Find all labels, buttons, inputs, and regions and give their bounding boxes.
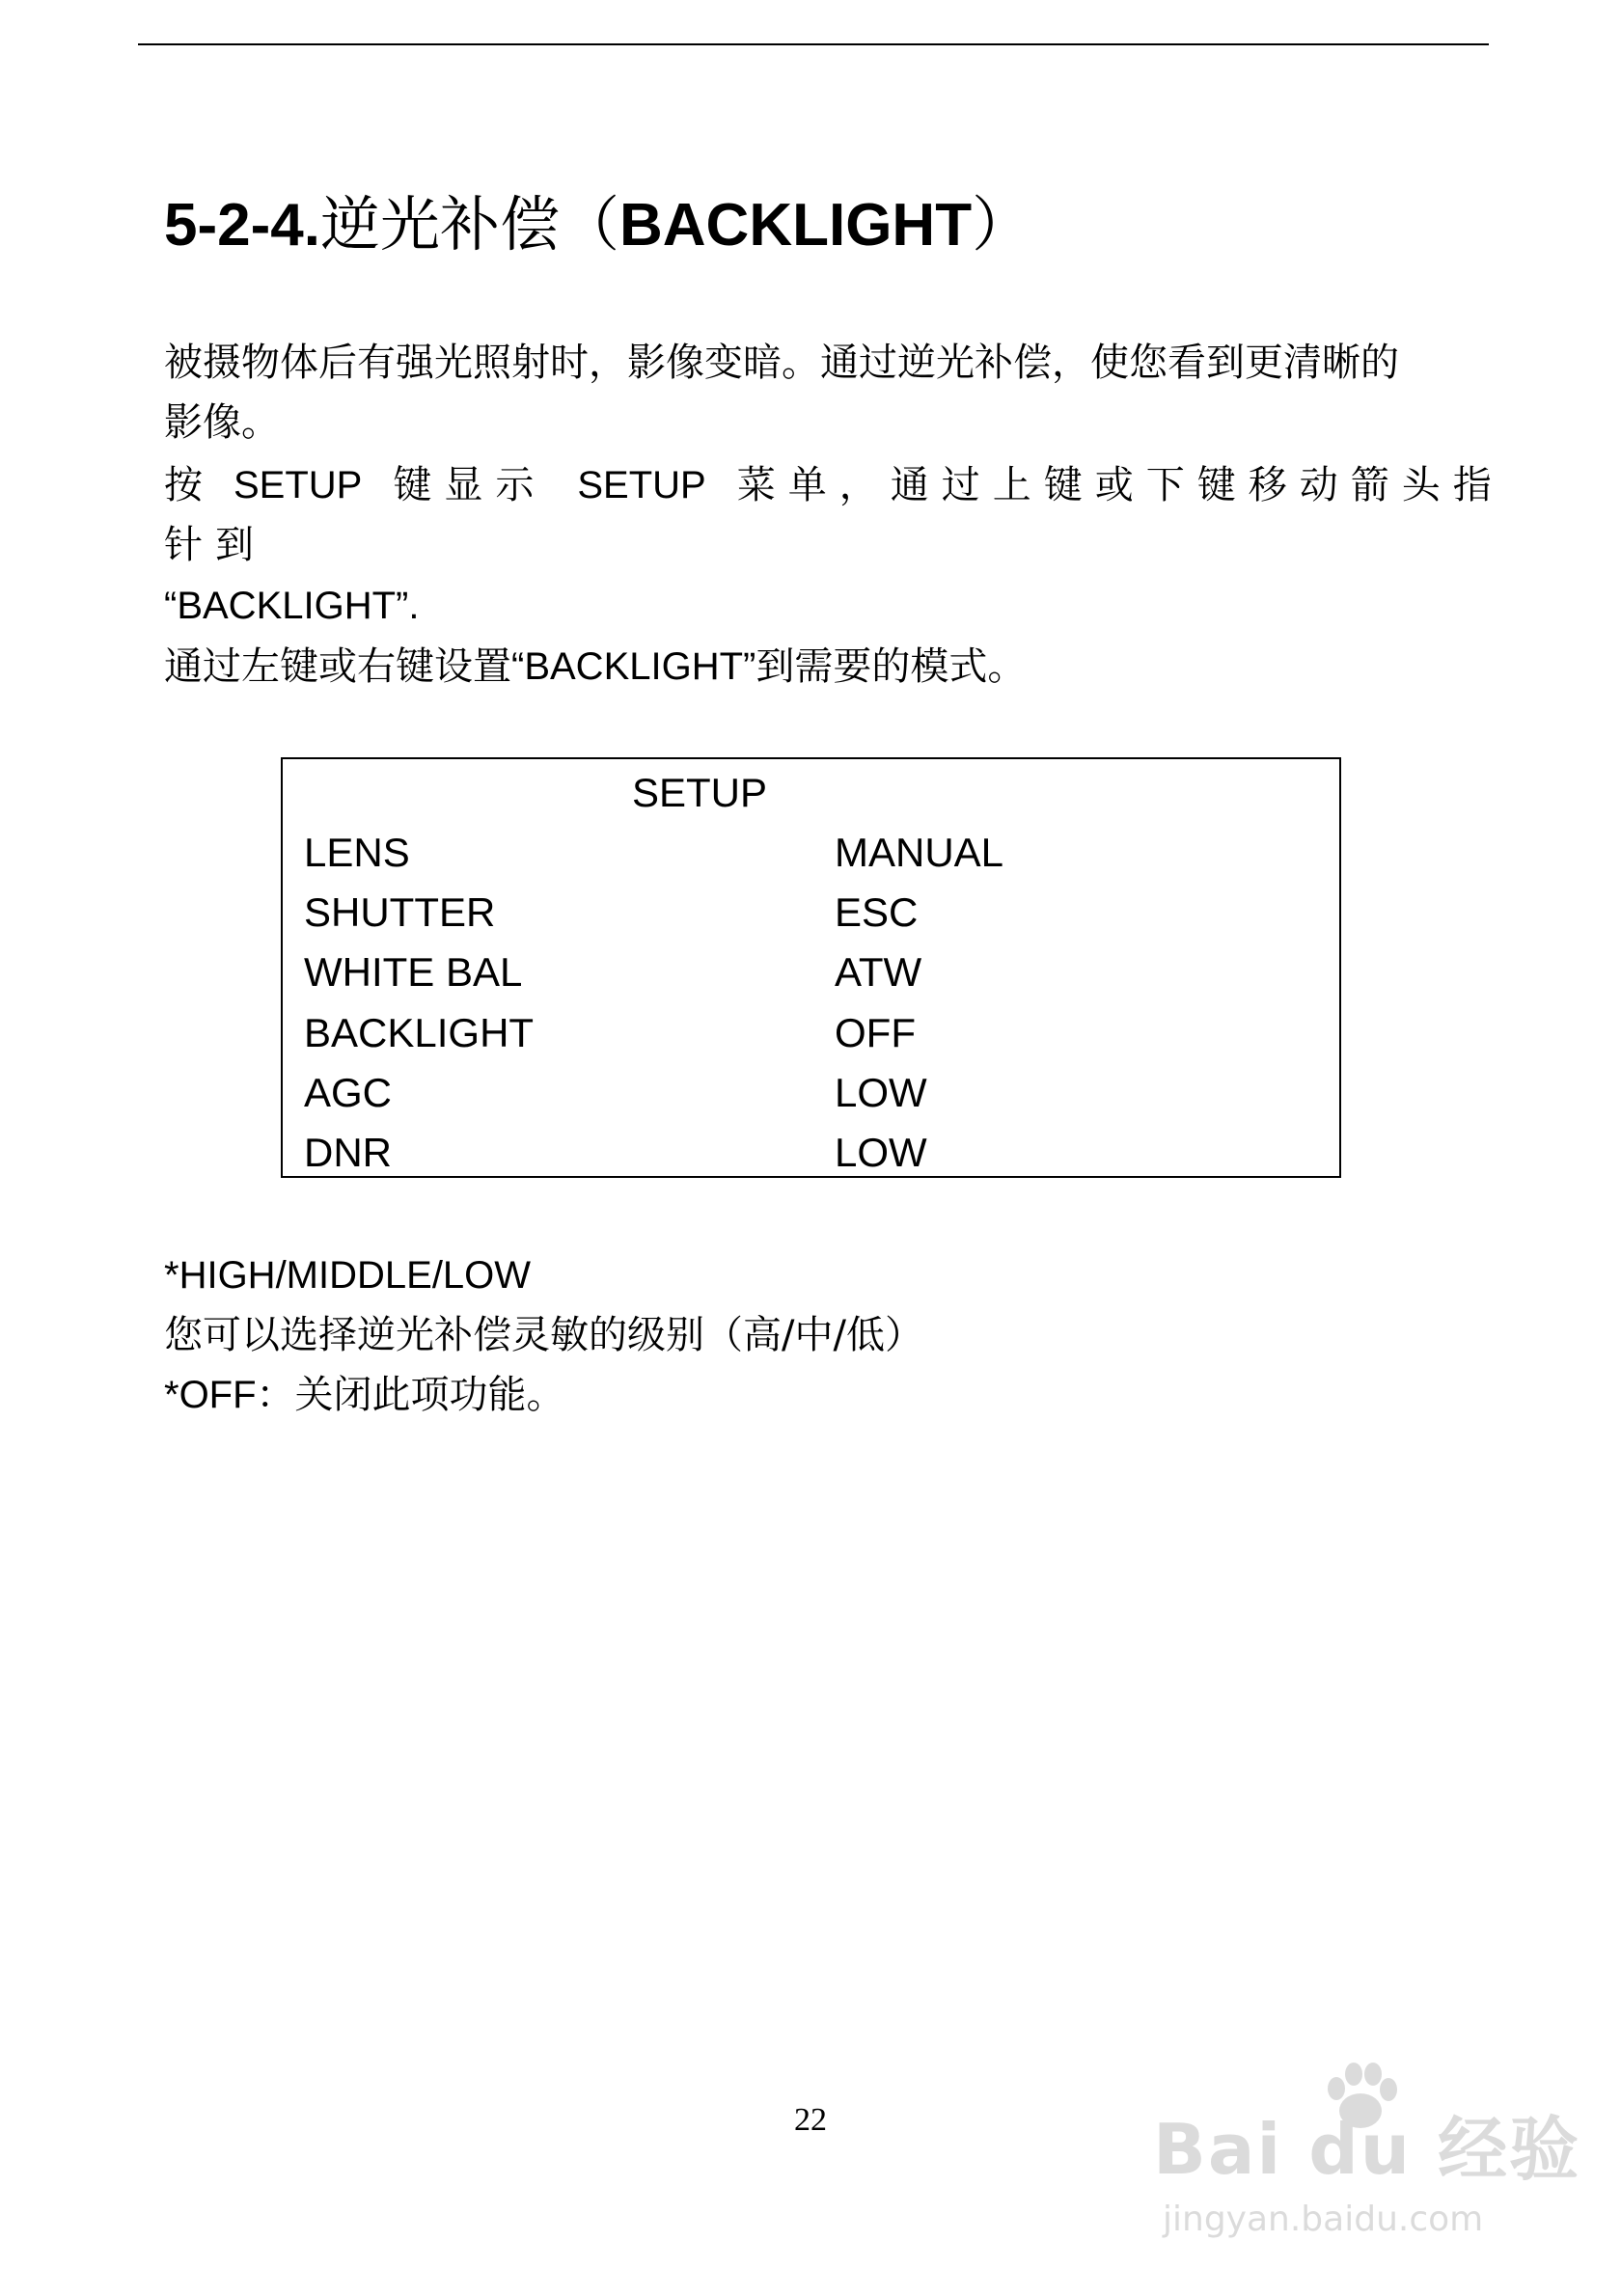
- title-paren-close: ）: [972, 189, 1032, 260]
- step1-move: 菜单，通过上键或下键移动箭头指: [736, 463, 1504, 507]
- step1-press: 按: [164, 463, 203, 507]
- setup-menu-box: [281, 757, 1341, 1178]
- menu-label: SHUTTER: [304, 889, 496, 935]
- menu-label: WHITE BAL: [304, 949, 523, 995]
- intro-line-2: 影像。: [164, 400, 280, 445]
- menu-label: DNR: [304, 1130, 392, 1175]
- menu-value: ATW: [835, 949, 922, 995]
- step1-show: 键显示: [393, 463, 547, 507]
- menu-value: MANUAL: [835, 830, 1004, 875]
- menu-label: AGC: [304, 1070, 393, 1115]
- watermark-url: jingyan.baidu.com: [1163, 2200, 1484, 2239]
- menu-row-shutter: [304, 883, 1317, 943]
- step1-setup-key: SETUP: [234, 464, 363, 506]
- section-title-en: BACKLIGHT: [619, 192, 973, 259]
- option-off-line: [164, 1365, 565, 1425]
- menu-value: LOW: [835, 1070, 927, 1115]
- watermark-brand: Bai du 经验: [1153, 2109, 1581, 2190]
- step2-line: [164, 637, 1026, 697]
- step2-text-1: 通过左键或右键设置: [164, 644, 511, 689]
- menu-value: OFF: [835, 1010, 916, 1055]
- section-number: 5-2-4.: [164, 192, 320, 259]
- page-number: 22: [794, 2102, 827, 2138]
- menu-value: LOW: [835, 1130, 927, 1175]
- baidu-watermark: [1153, 2055, 1581, 2257]
- step1-line-3: “BACKLIGHT”.: [164, 585, 420, 627]
- menu-row-white-bal: [304, 943, 1317, 1002]
- menu-value: ESC: [835, 889, 919, 935]
- menu-row-dnr: [304, 1123, 1317, 1183]
- option-off-desc: ：关闭此项功能。: [256, 1373, 565, 1417]
- menu-label: LENS: [304, 830, 410, 875]
- menu-row-lens: [304, 823, 1317, 883]
- menu-row-backlight: [304, 1003, 1317, 1063]
- step1-line-1: [164, 455, 1504, 515]
- option-high-middle-low-desc: 您可以选择逆光补偿灵敏的级别（高/中/低）: [164, 1313, 923, 1357]
- step1-line-2: 针到: [164, 523, 266, 567]
- option-high-middle-low: *HIGH/MIDDLE/LOW: [164, 1254, 532, 1297]
- step2-text-2: 到需要的模式。: [756, 644, 1027, 689]
- intro-line-1: 被摄物体后有强光照射时，影像变暗。通过逆光补偿，使您看到更清晰的: [164, 341, 1399, 385]
- setup-menu-title: SETUP: [632, 770, 768, 815]
- section-title-cn: 逆光补偿: [319, 189, 560, 260]
- menu-row-agc: [304, 1063, 1317, 1123]
- section-title: [164, 186, 1031, 264]
- menu-label: BACKLIGHT: [304, 1010, 535, 1055]
- title-paren-open: （: [559, 189, 619, 260]
- step1-setup-menu: SETUP: [577, 464, 706, 506]
- header-rule: [138, 43, 1489, 45]
- option-off-label: *OFF: [164, 1374, 257, 1416]
- step2-backlight: “BACKLIGHT”: [511, 645, 756, 688]
